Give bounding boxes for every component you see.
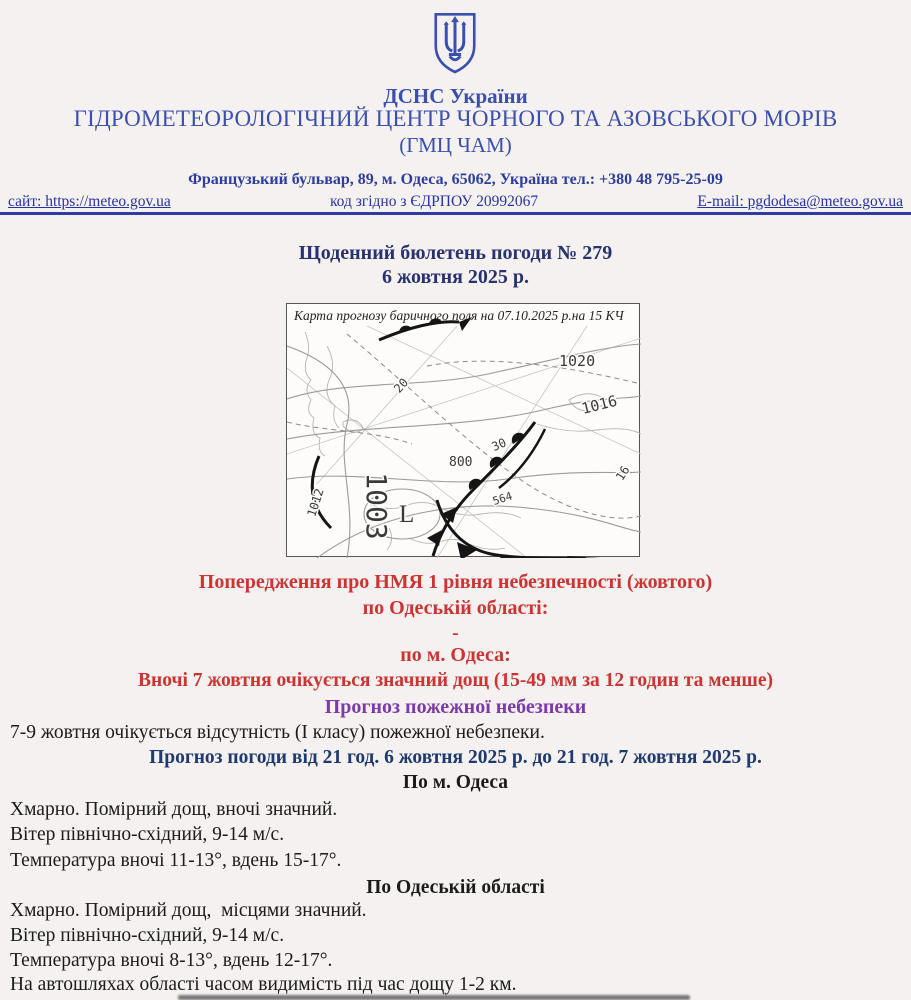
- cutoff-next-line-smudge: [178, 995, 690, 1000]
- pressure-label-1003: 1003: [360, 472, 393, 540]
- odesa-city-forecast: [10, 797, 911, 873]
- contour-label-16: 16: [612, 463, 633, 484]
- org-address: Французький бульвар, 89, м. Одеса, 65062, Україна тел.: +380 48 795-25-09: [188, 171, 723, 188]
- isobar-label-1016: 1016: [579, 391, 620, 418]
- ukraine-trident-emblem: [427, 8, 483, 80]
- city-sky-line: Хмарно. Помірний дощ, вночі значний.: [10, 799, 338, 820]
- contour-label-800: 800: [449, 455, 473, 470]
- site-link[interactable]: сайт: https://meteo.gov.ua: [8, 193, 171, 210]
- map-isobars: [287, 344, 641, 558]
- contour-label-30: 30: [489, 435, 509, 455]
- warning-line-1: Попередження про НМЯ 1 рівня небезпечності (жовтого): [198, 571, 713, 593]
- warning-dash: -: [452, 622, 459, 644]
- warning-line-3: по м. Одеса:: [400, 644, 511, 666]
- isobar-label-1012: 1012: [304, 486, 327, 519]
- pressure-map-svg: [287, 304, 641, 558]
- forecast-period-heading: Прогноз погоди від 21 год. 6 жовтня 2025 р. до 21 год. 7 жовтня 2025 р.: [149, 747, 762, 768]
- header-divider-rule: [0, 212, 911, 215]
- org-abbreviation: (ГМЦ ЧАМ): [399, 133, 512, 157]
- contact-row: [8, 193, 903, 211]
- pressure-field-map: [286, 303, 640, 557]
- org-short-title: ДСНС України: [383, 84, 528, 108]
- city-temperature-line: Температура вночі 11-13°, вдень 15-17°.: [10, 849, 342, 871]
- warning-rain-line: Вночі 7 жовтня очікується значний дощ (15-49 мм за 12 годин та менше): [137, 670, 774, 691]
- warning-line-2: по Одеській області:: [362, 597, 549, 619]
- org-full-title: ГІДРОМЕТЕОРОЛОГІЧНИЙ ЦЕНТР ЧОРНОГО ТА АЗОВСЬКОГО МОРІВ: [73, 106, 838, 131]
- bulletin-title: Щоденний бюлетень погоди № 279: [298, 242, 613, 264]
- contour-label-20: 20: [391, 375, 412, 396]
- map-caption: Карта прогнозу баричного поля на 07.10.2025 р.на 15 КЧ: [294, 308, 624, 323]
- odesa-region-forecast: [10, 899, 911, 998]
- fire-danger-heading: Прогноз пожежної небезпеки: [324, 696, 587, 718]
- region-sky-line: Хмарно. Помірний дощ, місцями значний.: [10, 900, 367, 921]
- region-temperature-line: Температура вночі 8-13°, вдень 12-17°.: [10, 949, 333, 971]
- odesa-region-heading: По Одеській області: [366, 877, 545, 898]
- region-wind-line: Вітер північно-східний, 9-14 м/с.: [10, 924, 285, 946]
- contour-label-564: 564: [491, 489, 514, 508]
- fire-danger-body: 7-9 жовтня очікується відсутність (І класу) пожежної небезпеки.: [10, 722, 545, 743]
- isobar-label-1020: 1020: [559, 352, 596, 370]
- edrpou-code: код згідно з ЄДРПОУ 20992067: [329, 193, 539, 210]
- odesa-city-heading: По м. Одеса: [402, 772, 509, 793]
- city-wind-line: Вітер північно-східний, 9-14 м/с.: [10, 824, 285, 846]
- low-center-symbol: L: [399, 501, 415, 528]
- email-link[interactable]: E-mail: pgdodesa@meteo.gov.ua: [697, 193, 903, 210]
- bulletin-date: 6 жовтня 2025 р.: [381, 266, 530, 288]
- region-visibility-line: На автошляхах області часом видимість під час дощу 1-2 км.: [10, 974, 517, 996]
